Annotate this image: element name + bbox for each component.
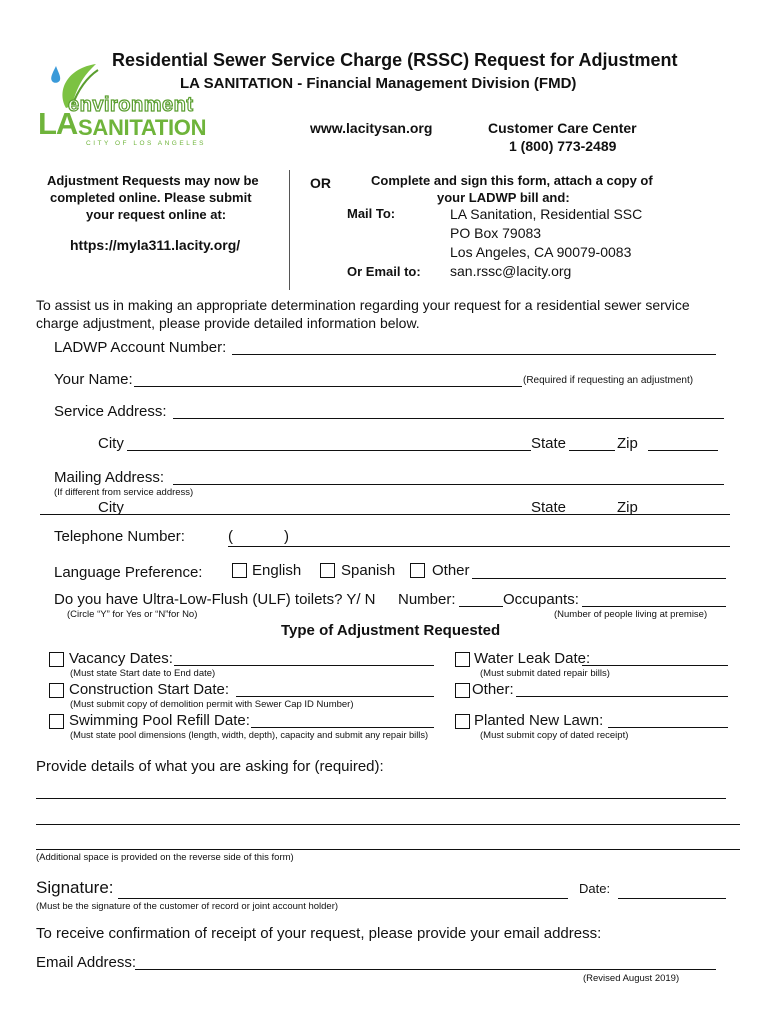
logo-tagline: CITY OF LOS ANGELES — [86, 140, 206, 147]
details-note: (Additional space is provided on the reverse side of this form) — [36, 852, 294, 863]
logo-environment-text: environment — [68, 94, 194, 116]
website-link[interactable]: www.lacitysan.org — [310, 120, 433, 136]
planted-lawn-label: Planted New Lawn: — [474, 712, 604, 729]
confirmation-text: To receive confirmation of receipt of your request, please provide your email address: — [36, 925, 602, 942]
mailing-address-note: (If different from service address) — [54, 487, 194, 498]
email-to-label: Or Email to: — [347, 264, 421, 279]
water-leak-note: (Must submit dated repair bills) — [480, 668, 610, 679]
service-state-field[interactable] — [569, 450, 615, 451]
english-checkbox[interactable] — [232, 563, 247, 578]
water-leak-date-field[interactable] — [582, 665, 728, 666]
online-url-link[interactable]: https://myla311.lacity.org/ — [70, 237, 241, 253]
occupants-label: Occupants: — [503, 591, 579, 608]
online-text-2: completed online. Please submit — [50, 190, 252, 205]
other-language-checkbox[interactable] — [410, 563, 425, 578]
page-title: Residential Sewer Service Charge (RSSC) Request for Adjustment — [112, 50, 678, 70]
water-leak-checkbox[interactable] — [455, 652, 470, 667]
adjustment-heading: Type of Adjustment Requested — [281, 622, 501, 639]
service-city-field[interactable] — [127, 450, 531, 451]
revised-note: (Revised August 2019) — [583, 973, 680, 984]
ulf-note: (Circle “Y” for Yes or “N”for No) — [67, 609, 198, 620]
mail-address-1: LA Sanitation, Residential SSC — [450, 206, 643, 222]
construction-note: (Must submit copy of demolition permit with Sewer Cap ID Number) — [70, 699, 354, 710]
mailing-address-label: Mailing Address: — [54, 469, 165, 486]
details-line-1[interactable] — [36, 798, 726, 799]
details-line-3[interactable] — [36, 849, 740, 850]
email-address-field[interactable] — [135, 969, 716, 970]
logo-sanitation-text: SANITATION — [78, 115, 207, 140]
planted-lawn-checkbox[interactable] — [455, 714, 470, 729]
english-label: English — [252, 562, 302, 579]
mail-address-3: Los Angeles, CA 90079-0083 — [450, 244, 632, 260]
email-to-link[interactable]: san.rssc@lacity.org — [450, 263, 572, 279]
ulf-number-label: Number: — [398, 591, 456, 608]
other-adjustment-checkbox[interactable] — [455, 683, 470, 698]
mailing-city-field[interactable] — [40, 514, 530, 515]
other-adjustment-field[interactable] — [516, 696, 728, 697]
intro-text-2: charge adjustment, please provide detailed information below. — [36, 315, 420, 331]
customer-care-phone: 1 (800) 773-2489 — [509, 138, 617, 154]
construction-checkbox[interactable] — [49, 683, 64, 698]
service-state-label: State — [531, 435, 567, 452]
mail-address-2: PO Box 79083 — [450, 225, 542, 241]
service-zip-field[interactable] — [648, 450, 718, 451]
telephone-field[interactable] — [228, 546, 730, 547]
customer-care-label: Customer Care Center — [488, 120, 637, 136]
mailing-zip-label: Zip — [617, 499, 638, 516]
mailing-city-label: City — [98, 499, 124, 516]
language-pref-label: Language Preference: — [54, 564, 203, 581]
other-adjustment-label: Other: — [472, 681, 514, 698]
ulf-question: Do you have Ultra-Low-Flush (ULF) toilets? Y/ N — [54, 591, 376, 608]
signature-label: Signature: — [36, 878, 114, 897]
email-address-label: Email Address: — [36, 954, 137, 971]
logo-la-text: LA — [38, 106, 78, 141]
date-field[interactable] — [618, 898, 726, 899]
construction-label: Construction Start Date: — [69, 681, 230, 698]
mail-intro-2: your LADWP bill and: — [437, 190, 570, 205]
service-address-field[interactable] — [173, 418, 724, 419]
mailing-address-field[interactable] — [173, 484, 724, 485]
details-line-2[interactable] — [36, 824, 740, 825]
pool-label: Swimming Pool Refill Date: — [69, 712, 250, 729]
pool-checkbox[interactable] — [49, 714, 64, 729]
water-leak-label: Water Leak Date: — [474, 650, 591, 667]
your-name-note: (Required if requesting an adjustment) — [523, 375, 694, 386]
ladwp-account-field[interactable] — [232, 354, 716, 355]
signature-note: (Must be the signature of the customer of record or joint account holder) — [36, 901, 339, 912]
service-zip-label: Zip — [617, 435, 638, 452]
telephone-label: Telephone Number: — [54, 528, 185, 545]
your-name-label: Your Name: — [54, 371, 133, 388]
vacancy-checkbox[interactable] — [49, 652, 64, 667]
ulf-number-field[interactable] — [459, 606, 503, 607]
mail-intro-1: Complete and sign this form, attach a copy of — [371, 173, 653, 188]
construction-date-field[interactable] — [236, 696, 434, 697]
intro-text-1: To assist us in making an appropriate determination regarding your request for a residential sewer service — [36, 297, 690, 313]
service-city-label: City — [98, 435, 124, 452]
service-address-label: Service Address: — [54, 403, 167, 420]
phone-open-paren: ( — [228, 528, 233, 545]
mailing-zip-field[interactable] — [616, 514, 730, 515]
planted-lawn-note: (Must submit copy of dated receipt) — [480, 730, 629, 741]
ladwp-account-label: LADWP Account Number: — [54, 339, 227, 356]
other-language-field[interactable] — [472, 578, 726, 579]
pool-date-field[interactable] — [251, 727, 434, 728]
details-label: Provide details of what you are asking for (required): — [36, 758, 384, 775]
spanish-label: Spanish — [341, 562, 396, 579]
mail-to-label: Mail To: — [347, 206, 396, 221]
vacancy-note: (Must state Start date to End date) — [70, 668, 216, 679]
mailing-state-field[interactable] — [530, 514, 616, 515]
date-label: Date: — [579, 881, 611, 896]
signature-field[interactable] — [118, 898, 568, 899]
your-name-field[interactable] — [134, 386, 522, 387]
mailing-state-label: State — [531, 499, 567, 516]
vertical-divider — [289, 170, 290, 290]
other-language-label: Other — [432, 562, 470, 579]
occupants-note: (Number of people living at premise) — [554, 609, 708, 620]
spanish-checkbox[interactable] — [320, 563, 335, 578]
planted-lawn-field[interactable] — [608, 727, 728, 728]
online-text-1: Adjustment Requests may now be — [47, 173, 259, 188]
pool-note: (Must state pool dimensions (length, width, depth), capacity and submit any repair bills) — [70, 730, 429, 740]
or-label: OR — [310, 175, 331, 191]
phone-close-paren: ) — [284, 528, 289, 545]
vacancy-label: Vacancy Dates: — [69, 650, 173, 667]
vacancy-dates-field[interactable] — [174, 665, 434, 666]
occupants-field[interactable] — [582, 606, 726, 607]
page-subtitle: LA SANITATION - Financial Management Division (FMD) — [180, 75, 577, 92]
online-text-3: your request online at: — [86, 207, 227, 222]
